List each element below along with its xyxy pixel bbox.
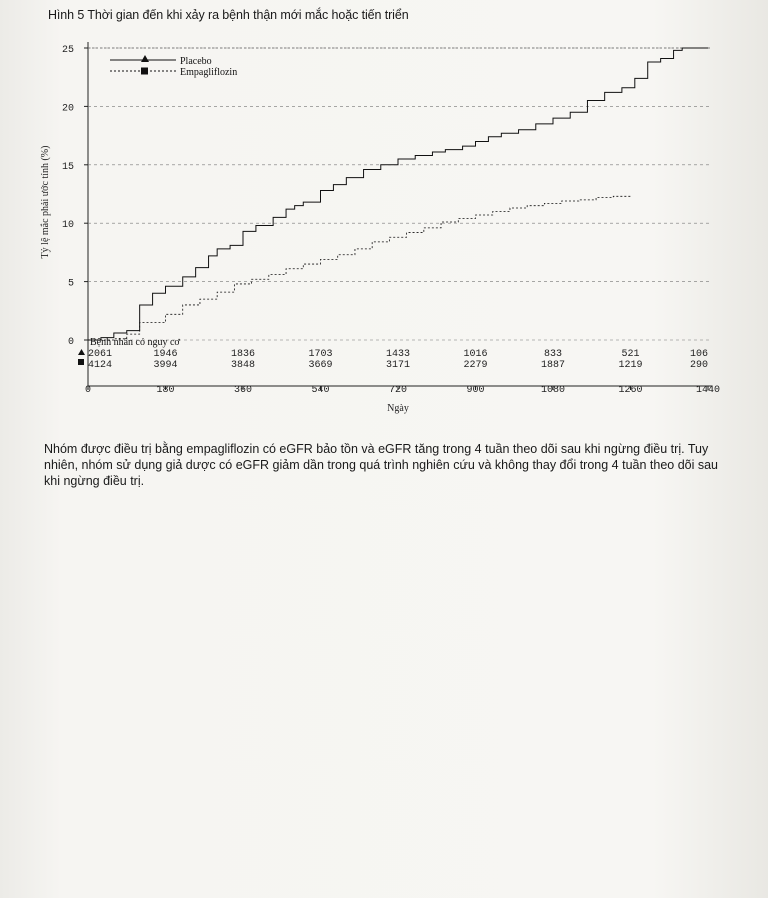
at-risk-empagliflozin-count: 3994	[153, 360, 178, 371]
at-risk-placebo-count: 1433	[385, 349, 411, 360]
x-tick-label: 1440	[695, 385, 721, 396]
y-tick-label: 10	[61, 220, 74, 232]
figure-title: Hình 5 Thời gian đến khi xảy ra bệnh thận mới mắc hoặc tiến triển	[48, 8, 409, 22]
y-tick-label: 0	[67, 337, 74, 348]
at-risk-placebo-count: 833	[543, 349, 563, 360]
triangle-marker-icon	[141, 55, 149, 62]
triangle-marker-icon	[78, 349, 85, 355]
y-tick-label: 15	[61, 161, 74, 173]
x-tick-label: 0	[84, 385, 92, 396]
legend-label-empagliflozin: Empagliflozin	[180, 67, 238, 78]
at-risk-empagliflozin-count: 2279	[463, 360, 488, 371]
x-tick-label: 540	[311, 385, 330, 396]
empagliflozin-series-line	[88, 195, 631, 340]
x-tick-label: 1080	[540, 385, 566, 396]
at-risk-placebo-count: 1703	[308, 349, 333, 360]
placebo-series-line	[88, 48, 708, 340]
at-risk-heading: Bệnh nhân có nguy cơ	[90, 337, 180, 348]
x-tick-label: 180	[156, 385, 175, 396]
at-risk-empagliflozin-count: 3848	[230, 360, 256, 371]
km-chart	[0, 0, 768, 440]
legend-label-placebo: Placebo	[180, 56, 212, 67]
at-risk-placebo-count: 1016	[463, 349, 488, 360]
at-risk-empagliflozin-count: 4124	[88, 360, 113, 371]
at-risk-empagliflozin-count: 1887	[540, 360, 566, 371]
x-tick-label: 900	[466, 385, 485, 396]
at-risk-empagliflozin-count: 3669	[308, 360, 333, 371]
body-paragraph: Nhóm được điều trị bằng empagliflozin có eGFR bảo tồn và eGFR tăng trong 4 tuần theo dõi sau khi ngừng điều trị. Tuy nhiên, nhóm sử dụng giả dược có eGFR giảm dần trong quá trình nghiên cứu và không thay đổi trong 4 tuần theo dõi sau khi ngừng điều trị.	[44, 442, 719, 488]
x-tick-label: 360	[233, 385, 253, 396]
x-axis-label: Ngày	[387, 403, 409, 414]
at-risk-placebo-count: 521	[621, 349, 640, 360]
at-risk-placebo-count: 1946	[153, 349, 178, 360]
at-risk-placebo-count: 1836	[230, 349, 256, 360]
y-tick-label: 20	[61, 103, 74, 115]
at-risk-placebo-count: 2061	[88, 349, 113, 360]
at-risk-empagliflozin-count: 1219	[618, 360, 643, 371]
y-axis-label: Tỷ lệ mắc phải ước tính (%)	[40, 145, 51, 259]
square-marker-icon	[141, 68, 148, 75]
bleed-through-text	[40, 500, 740, 515]
x-tick-label: 720	[388, 385, 408, 396]
square-marker-icon	[78, 359, 84, 365]
at-risk-empagliflozin-count: 290	[689, 360, 708, 371]
y-tick-label: 5	[67, 278, 74, 290]
y-tick-label: 25	[61, 45, 74, 56]
at-risk-empagliflozin-count: 3171	[385, 360, 411, 371]
x-tick-label: 1260	[618, 385, 643, 396]
at-risk-placebo-count: 106	[689, 349, 708, 360]
